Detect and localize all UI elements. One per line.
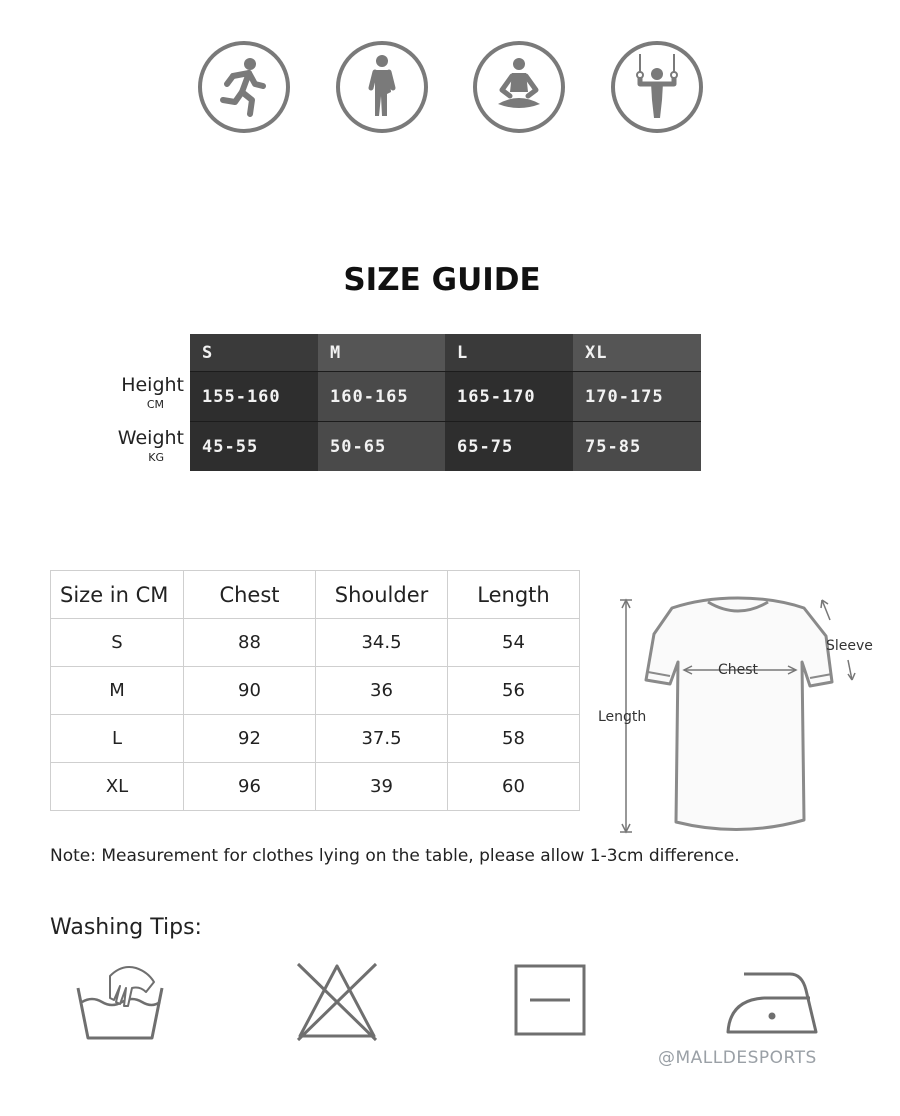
page-title: SIZE GUIDE xyxy=(343,262,541,298)
size-guide-table xyxy=(190,334,701,471)
gymnastic-rings-icon xyxy=(610,40,704,134)
meditation-icon xyxy=(472,40,566,134)
cell-shoulder: 37.5 xyxy=(316,715,448,763)
cell-chest: 96 xyxy=(184,763,316,811)
cell-shoulder: 36 xyxy=(316,667,448,715)
table-row xyxy=(51,715,580,763)
cell-chest: 90 xyxy=(184,667,316,715)
cell-length: 54 xyxy=(448,619,580,667)
tshirt-diagram xyxy=(590,590,890,840)
header-shoulder: Shoulder xyxy=(316,571,448,619)
weight-s: 45-55 xyxy=(190,421,318,471)
sleeve-label: Sleeve xyxy=(826,638,873,654)
header-size: Size in CM xyxy=(51,571,184,619)
cell-size: XL xyxy=(51,763,184,811)
weight-m: 50-65 xyxy=(318,421,445,471)
iron-low-heat-icon xyxy=(724,964,820,1038)
do-not-bleach-icon xyxy=(296,958,378,1042)
cell-length: 58 xyxy=(448,715,580,763)
size-header-s: S xyxy=(190,334,318,371)
cell-length: 60 xyxy=(448,763,580,811)
cell-chest: 92 xyxy=(184,715,316,763)
dry-flat-icon xyxy=(514,964,586,1038)
header-chest: Chest xyxy=(184,571,316,619)
weight-xl: 75-85 xyxy=(573,421,701,471)
length-label: Length xyxy=(598,709,647,725)
size-header-l: L xyxy=(445,334,573,371)
size-header-xl: XL xyxy=(573,334,701,371)
measurement-note: Note: Measurement for clothes lying on the table, please allow 1-3cm difference. xyxy=(50,846,740,866)
height-row-label: Height CM xyxy=(121,374,184,411)
height-s: 155-160 xyxy=(190,371,318,421)
cell-length: 56 xyxy=(448,667,580,715)
header-length: Length xyxy=(448,571,580,619)
cell-size: L xyxy=(51,715,184,763)
washing-tips-heading: Washing Tips: xyxy=(50,915,202,940)
hand-wash-icon xyxy=(74,958,166,1042)
height-m: 160-165 xyxy=(318,371,445,421)
weight-row-label: Weight KG xyxy=(117,427,184,464)
watermark: @MALLDESPORTS xyxy=(658,1048,817,1068)
running-icon xyxy=(197,40,291,134)
cell-size: M xyxy=(51,667,184,715)
cell-size: S xyxy=(51,619,184,667)
table-row xyxy=(51,619,580,667)
measurement-table xyxy=(50,570,580,811)
cell-chest: 88 xyxy=(184,619,316,667)
height-xl: 170-175 xyxy=(573,371,701,421)
size-header-m: M xyxy=(318,334,445,371)
chest-label: Chest xyxy=(718,662,759,678)
table-header-row xyxy=(51,571,580,619)
standing-person-icon xyxy=(335,40,429,134)
table-row xyxy=(51,763,580,811)
weight-l: 65-75 xyxy=(445,421,573,471)
height-l: 165-170 xyxy=(445,371,573,421)
cell-shoulder: 39 xyxy=(316,763,448,811)
cell-shoulder: 34.5 xyxy=(316,619,448,667)
table-row xyxy=(51,667,580,715)
